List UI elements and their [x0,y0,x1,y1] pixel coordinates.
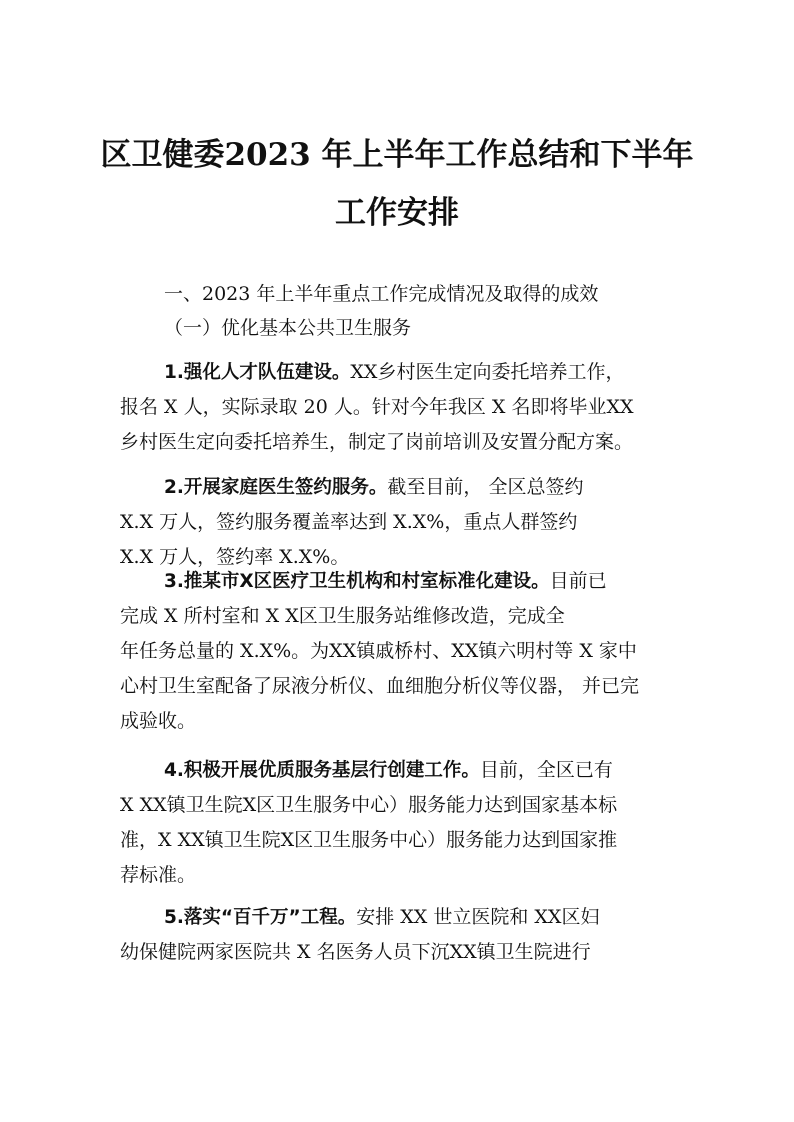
paragraph-line: 心村卫生室配备了尿液分析仪、血细胞分析仪等仪器， 并已完 [120,675,640,697]
paragraph-line: 幼保健院两家医院共 X 名医务人员下沉XX镇卫生院进行 [120,941,591,963]
item-lead-text: 5.落实“百千万”工程。 [164,907,357,928]
paragraph-line: X.X 万人，签约率 X.X%。 [120,546,350,568]
item-first-line-text: 安排 XX 世立医院和 XX区妇 [356,906,600,928]
paragraph-line: X XX镇卫生院X区卫生服务中心）服务能力达到国家基本标 [120,794,618,816]
paragraph-item-3 [120,564,680,739]
paragraph-line: 准，X XX镇卫生院X区卫生服务中心）服务能力达到国家推 [120,829,618,851]
paragraph-line: 乡村医生定向委托培养生，制定了岗前培训及安置分配方案。 [120,431,634,453]
paragraph-item-2 [120,470,680,575]
paragraph-item-5 [120,900,680,970]
paragraph-line: 年任务总量的 X.X%。为XX镇戚桥村、XX镇六明村等 X 家中 [120,640,637,662]
paragraph-first-line [120,355,680,390]
item-first-line-text: 截至目前， 全区总签约 [387,476,584,498]
subsection-heading: （一）优化基本公共卫生服务 [164,317,412,339]
item-lead-text: 2.开展家庭医生签约服务。 [164,477,388,498]
paragraph-line: 报名 X 人，实际录取 20 人。针对今年我区 X 名即将毕业XX [120,396,634,418]
item-first-line-text: 目前，全区已有 [479,759,613,781]
paragraph-line: 成验收。 [120,710,197,732]
item-lead-text: 3.推某市X区医疗卫生机构和村室标准化建设。 [164,571,550,592]
paragraph-first-line [120,564,680,599]
item-lead-text: 1.强化人才队伍建设。 [164,362,351,383]
document-title-line-2: 工作安排 [335,195,459,231]
item-first-line-text: XX乡村医生定向委托培养工作， [350,361,625,383]
item-lead-text: 4.积极开展优质服务基层行创建工作。 [164,760,480,781]
paragraph-item-1 [120,355,680,460]
paragraph-first-line [120,753,680,788]
paragraph-first-line [120,900,680,935]
section-heading: 一、2023 年上半年重点工作完成情况及取得的成效 [164,283,599,305]
paragraph-first-line [120,470,680,505]
paragraph-item-4 [120,753,680,893]
paragraph-line: X.X 万人，签约服务覆盖率达到 X.X%，重点人群签约 [120,511,578,533]
document-title-line-1: 区卫健委2023 年上半年工作总结和下半年 [100,137,694,173]
paragraph-line: 完成 X 所村室和 X X区卫生服务站维修改造，完成全 [120,605,565,627]
item-first-line-text: 目前已 [549,570,607,592]
paragraph-line: 荐标准。 [120,864,197,886]
